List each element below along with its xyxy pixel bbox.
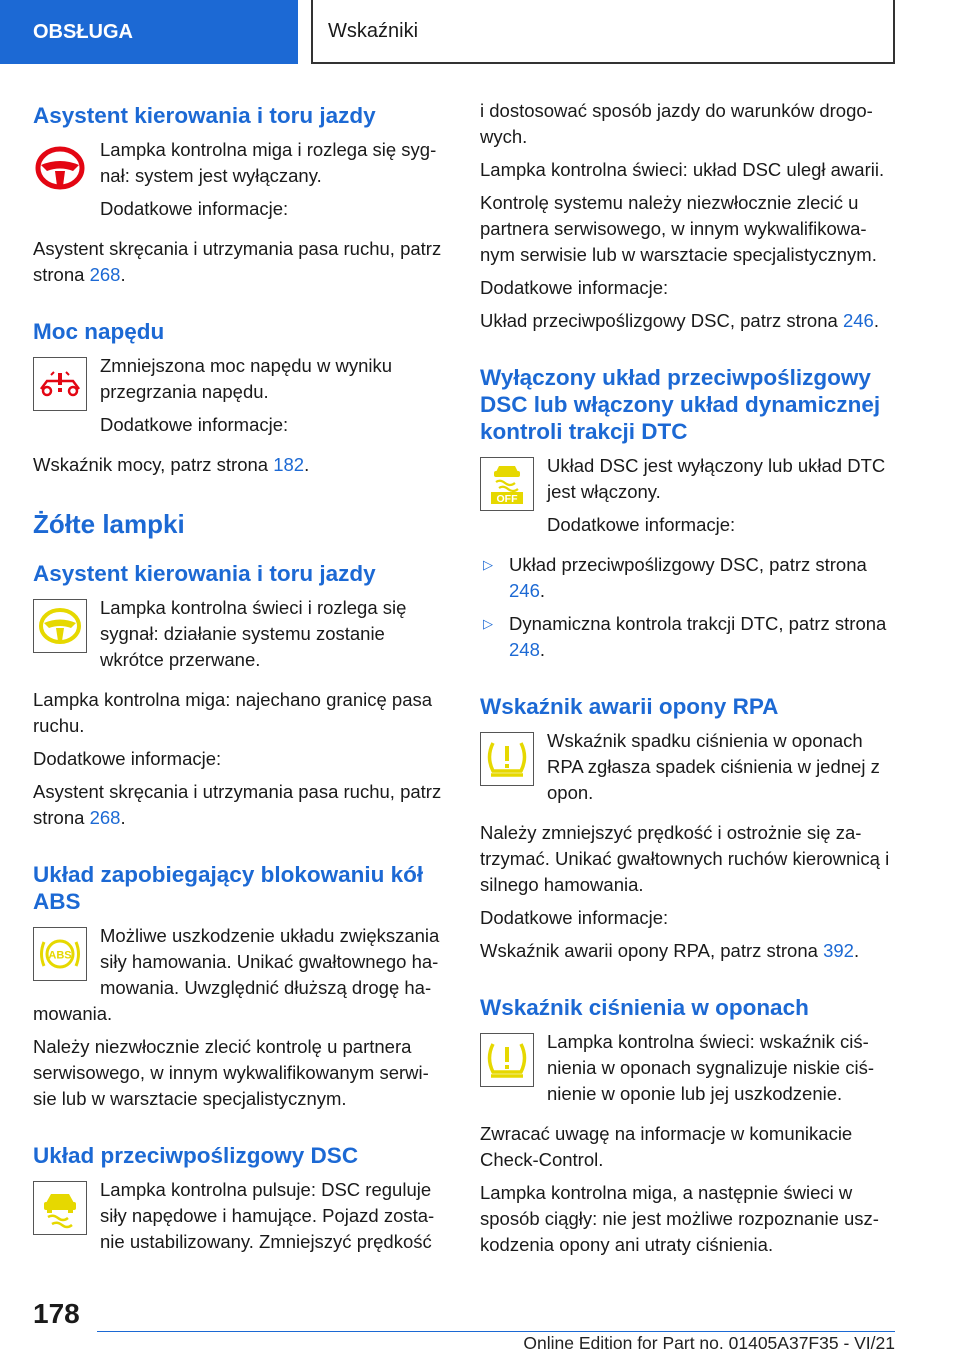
- section-title: Układ zapobiegający blokowaniu kół ABS: [33, 862, 424, 914]
- yellow-lamps-heading: Żółte lampki: [33, 509, 185, 539]
- section-steering-assist-yellow: [33, 560, 451, 831]
- page-reference: Wskaźnik awarii opony RPA, patrz strona 392.: [480, 940, 860, 961]
- page-link[interactable]: 182: [273, 454, 305, 475]
- dsc-icon: [33, 1181, 87, 1235]
- more-info-label: Dodatkowe informacje:: [547, 514, 736, 535]
- section-title: Asystent kierowania i toru jazdy: [33, 561, 376, 586]
- section-title: Wskaźnik awarii opony RPA: [480, 694, 779, 719]
- reference-list: [480, 552, 898, 663]
- page-link[interactable]: 246: [842, 310, 874, 331]
- dsc-off-icon: [480, 457, 534, 511]
- paragraph: Zwracać uwagę na informacje w komunikacie Check-Control.: [480, 1123, 853, 1170]
- warning-description: Lampka kontrolna świeci i rozlega się sygnał: działanie systemu zostanie wkrótce przerwane.: [100, 597, 407, 670]
- section-steering-assist-red: [33, 102, 451, 288]
- header-section-tab[interactable]: [0, 0, 298, 64]
- drive-power-red-icon: [33, 357, 87, 411]
- page-reference: Asystent skręcania i utrzymania pasa ruchu, patrz strona 268.: [33, 238, 442, 285]
- paragraph: Należy zmniejszyć prędkość i ostrożnie się za‐trzymać. Unikać gwałtownych ruchów kierownicą i silnego hamowania.: [480, 822, 890, 895]
- page-reference: Asystent skręcania i utrzymania pasa ruchu, patrz strona 268.: [33, 781, 442, 828]
- paragraph: Należy niezwłocznie zlecić kontrolę u partnera serwisowego, w innym wykwalifikowanym serwi‐sie lub w warsztacie specjalistycznym.: [33, 1036, 429, 1109]
- page-link[interactable]: 248: [509, 639, 540, 660]
- left-column: [33, 98, 451, 1292]
- warning-description: Lampka kontrolna świeci: wskaźnik ciś‐nienia w oponach sygnalizuje niskie ciś‐nienie w oponie lub jej uszkodzenie.: [547, 1031, 875, 1104]
- warning-description: Możliwe uszkodzenie układu zwiększania siły hamowania. Unikać gwałtownego ha‐mowania. Uwzględnić dłuższą drogę ha‐: [100, 925, 440, 998]
- warning-description: Zmniejszona moc napędu w wyniku przegrzania napędu.: [100, 355, 393, 402]
- abs-icon-label: ABS: [48, 949, 72, 962]
- header-chapter-label: Wskaźniki: [328, 19, 419, 42]
- page-reference: Wskaźnik mocy, patrz strona 182.: [33, 454, 310, 475]
- section-drive-power: [33, 318, 451, 478]
- warning-description-continued: mowania.: [33, 1003, 113, 1024]
- header-chapter-tab[interactable]: [311, 0, 895, 64]
- warning-description: Lampka kontrolna miga i rozlega się syg‐nał: system jest wyłączany.: [100, 139, 437, 186]
- abs-icon: [33, 927, 87, 981]
- bullet-triangle-icon: ▷: [483, 557, 493, 572]
- right-column: [480, 98, 898, 1288]
- footer-divider: [97, 1331, 895, 1332]
- paragraph: Lampka kontrolna miga, a następnie świeci w sposób ciągły: nie jest możliwe rozpoznanie usz‐kodzenia opony ani utraty ciśnienia.: [480, 1182, 879, 1255]
- warning-description: Lampka kontrolna pulsuje: DSC reguluje siły napędowe i hamujące. Pojazd zosta‐nie ustabilizowany. Zmniejszyć prędkość: [100, 1179, 435, 1252]
- paragraph: i dostosować sposób jazdy do warunków drogo‐wych.: [480, 100, 873, 147]
- more-info-label: Dodatkowe informacje:: [100, 414, 289, 435]
- section-title: Układ przeciwpoślizgowy DSC: [33, 1143, 359, 1168]
- more-info-label: Dodatkowe informacje:: [100, 198, 289, 219]
- tire-pressure-icon: [480, 1033, 534, 1087]
- dsc-off-icon-label: OFF: [496, 493, 518, 505]
- page-link[interactable]: 246: [509, 580, 540, 601]
- page-number: 178: [33, 1298, 80, 1329]
- section-title: Wyłączony układ przeciwpoślizgowy DSC lub włączony układ dynamicznej kontroli trakcji DTC: [480, 365, 881, 444]
- more-info-label: Dodatkowe informacje:: [33, 748, 222, 769]
- warning-description: Wskaźnik spadku ciśnienia w oponach RPA zgłasza spadek ciśnienia w jednej z opon.: [547, 730, 880, 803]
- steering-wheel-yellow-icon: [33, 599, 87, 653]
- more-info-label: Dodatkowe informacje:: [480, 907, 669, 928]
- section-title: Moc napędu: [33, 319, 165, 344]
- list-item: ▷ Dynamiczna kontrola trakcji DTC, patrz strona 248.: [483, 613, 887, 660]
- section-abs: [33, 861, 451, 1112]
- section-dsc-off: [480, 364, 898, 663]
- page-link[interactable]: 268: [89, 264, 121, 285]
- footer-edition: Online Edition for Part no. 01405A37F35 - VI/21: [523, 1333, 895, 1353]
- steering-wheel-red-icon: [33, 141, 87, 195]
- paragraph: Lampka kontrolna świeci: układ DSC uległ awarii.: [480, 159, 885, 180]
- section-title: Wskaźnik ciśnienia w oponach: [480, 995, 809, 1020]
- list-item: ▷ Układ przeciwpoślizgowy DSC, patrz strona 246.: [483, 554, 867, 601]
- paragraph: Lampka kontrolna miga: najechano granicę pasa ruchu.: [33, 689, 433, 736]
- warning-description: Układ DSC jest wyłączony lub układ DTC jest włączony.: [547, 455, 886, 502]
- section-title: Asystent kierowania i toru jazdy: [33, 103, 376, 128]
- section-tire-pressure: [480, 994, 898, 1258]
- paragraph: Kontrolę systemu należy niezwłocznie zlecić u partnera serwisowego, w innym wykwalifikowa‐nym serwisie lub w warsztacie specjalistycznym.: [480, 192, 877, 265]
- bullet-triangle-icon: ▷: [483, 616, 493, 631]
- tire-warning-icon: [480, 732, 534, 786]
- section-rpa: [480, 693, 898, 964]
- more-info-label: Dodatkowe informacje:: [480, 277, 669, 298]
- section-dsc-continued: [480, 98, 898, 334]
- section-dsc: [33, 1142, 451, 1262]
- page-link[interactable]: 392: [823, 940, 854, 961]
- page-link[interactable]: 268: [89, 807, 121, 828]
- page-reference: Układ przeciwpoślizgowy DSC, patrz strona 246.: [480, 310, 879, 331]
- header-section-label: OBSŁUGA: [33, 20, 133, 43]
